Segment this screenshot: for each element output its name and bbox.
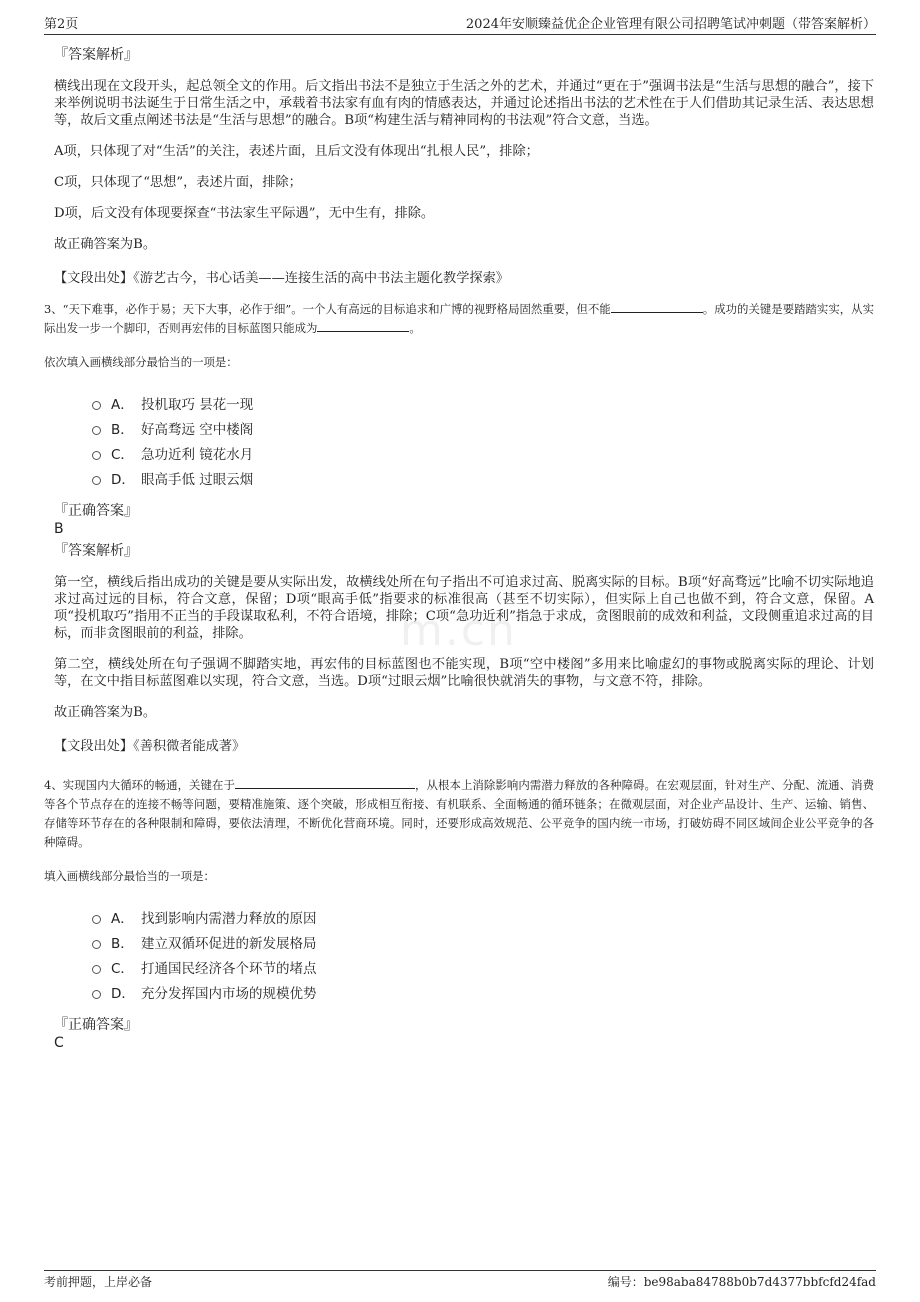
question-stem xyxy=(44,776,874,852)
analysis-paragraph: C项，只体现了“思想”，表述片面，排除； xyxy=(54,175,302,190)
page-number: 第2页 xyxy=(44,17,79,32)
option-letter: C． xyxy=(111,960,134,977)
correct-answer-tag: 『正确答案』 xyxy=(54,503,138,519)
option-a[interactable] xyxy=(92,390,874,415)
option-d[interactable] xyxy=(92,979,874,1004)
analysis-paragraph: 第一空，横线后指出成功的关键是要从实际出发，故横线处所在句子指出不可追求过高、脱离实际的目标。B项“好高骛远”比喻不切实际地追求过高过远的目标，符合文意，保留；D项“眼高手低”指要求的标准很高（甚至不切实际），但实际上自己也做不到，符合文意，保留。A项“投机取巧”指用不正当的手段谋取私利，不符合语境，排除；C项“急功近利”指急于求成，贪图眼前的成效和利益，文段侧重追求过高的目标，而非贪图眼前的利益，排除。 xyxy=(54,575,874,641)
option-a[interactable] xyxy=(92,904,874,929)
option-c[interactable] xyxy=(92,440,874,465)
question-instruction: 依次填入画横线部分最恰当的一项是： xyxy=(44,355,238,369)
analysis-tag: 『答案解析』 xyxy=(54,543,138,559)
option-c[interactable] xyxy=(92,954,874,979)
radio-icon[interactable] xyxy=(92,965,101,974)
option-text: 投机取巧 昙花一现 xyxy=(141,396,254,413)
fill-blank xyxy=(611,300,703,313)
option-letter: A． xyxy=(111,396,134,413)
analysis-paragraph: D项，后文没有体现要探查“书法家生平际遇”，无中生有，排除。 xyxy=(54,206,435,221)
option-b[interactable] xyxy=(92,929,874,954)
document-body xyxy=(44,44,874,1052)
option-text: 急功近利 镜花水月 xyxy=(141,446,254,463)
document-id: 编号：be98aba84788b0b7d4377bbfcfd24fad xyxy=(607,1275,876,1289)
option-list xyxy=(92,390,874,490)
stem-text: 4、实现国内大循环的畅通，关键在于 xyxy=(44,778,235,792)
answer-analysis-block xyxy=(54,44,874,286)
analysis-paragraph: 横线出现在文段开头，起总领全文的作用。后文指出书法不是独立于生活之外的艺术，并通过“更在于”强调书法是“生活与思想的融合”，接下来举例说明书法诞生于日常生活之中，承载着书法家有血有肉的情感表达，并通过论述指出书法的艺术性在于人们借助其记录生活、表达思想等，故后文重点阐述书法是“生活与思想”的融合。B项“构建生活与精神同构的书法观”符合文意，当选。 xyxy=(54,79,874,128)
analysis-conclusion: 故正确答案为B。 xyxy=(54,705,157,720)
stem-text: 3、“天下难事，必作于易；天下大事，必作于细”。一个人有高远的目标追求和广博的视野格局固然重要，但不能 xyxy=(44,302,611,316)
fill-blank xyxy=(317,319,409,332)
correct-answer: B xyxy=(54,521,64,537)
page-header xyxy=(44,10,876,35)
correct-answer: C xyxy=(54,1035,64,1051)
radio-icon[interactable] xyxy=(92,990,101,999)
question-instruction: 填入画横线部分最恰当的一项是： xyxy=(44,869,215,883)
question-stem xyxy=(44,300,874,338)
analysis-paragraph: A项，只体现了对“生活”的关注，表述片面，且后文没有体现出“扎根人民”，排除； xyxy=(54,144,539,159)
radio-icon[interactable] xyxy=(92,940,101,949)
radio-icon[interactable] xyxy=(92,401,101,410)
question-4 xyxy=(44,776,874,1052)
option-text: 充分发挥国内市场的规模优势 xyxy=(141,985,317,1002)
option-text: 好高骛远 空中楼阁 xyxy=(141,421,254,438)
fill-blank xyxy=(235,776,415,789)
option-text: 建立双循环促进的新发展格局 xyxy=(141,935,317,952)
radio-icon[interactable] xyxy=(92,426,101,435)
stem-text: 。成功的关键是要踏踏实实，从实际出发一步一个脚印，否则再宏伟的目标蓝图只能成为 xyxy=(44,302,874,335)
option-text: 找到影响内需潜力释放的原因 xyxy=(141,910,317,927)
stem-text: 。 xyxy=(409,321,421,335)
watermark: m.cn xyxy=(400,605,517,656)
option-letter: B． xyxy=(111,421,134,438)
analysis-paragraph: 第二空，横线处所在句子强调不脚踏实地，再宏伟的目标蓝图也不能实现，B项“空中楼阁”多用来比喻虚幻的事物或脱离实际的理论、计划等，在文中指目标蓝图难以实现，符合文意，当选。D项“过眼云烟”比喻很快就消失的事物，与文意不符，排除。 xyxy=(54,657,874,689)
option-letter: D． xyxy=(111,985,135,1002)
option-list xyxy=(92,904,874,1004)
source-citation: 【文段出处】《游艺古今，书心话美——连接生活的高中书法主题化教学探索》 xyxy=(54,271,509,286)
option-b[interactable] xyxy=(92,415,874,440)
radio-icon[interactable] xyxy=(92,476,101,485)
option-letter: B． xyxy=(111,935,134,952)
radio-icon[interactable] xyxy=(92,915,101,924)
analysis-conclusion: 故正确答案为B。 xyxy=(54,237,157,252)
question-3 xyxy=(44,300,874,754)
correct-answer-tag: 『正确答案』 xyxy=(54,1017,138,1033)
option-letter: A． xyxy=(111,910,134,927)
document-title: 2024年安顺臻益优企企业管理有限公司招聘笔试冲刺题（带答案解析） xyxy=(465,17,876,32)
option-text: 打通国民经济各个环节的堵点 xyxy=(141,960,317,977)
option-letter: C． xyxy=(111,446,134,463)
footer-slogan: 考前押题，上岸必备 xyxy=(44,1275,153,1289)
page-footer xyxy=(44,1270,876,1291)
option-letter: D． xyxy=(111,471,135,488)
analysis-tag: 『答案解析』 xyxy=(54,47,138,63)
source-citation: 【文段出处】《善积微者能成著》 xyxy=(54,739,246,754)
stem-text: ，从根本上消除影响内需潜力释放的各种障碍。在宏观层面，针对生产、分配、流通、消费等各个节点存在的连接不畅等问题，要精准施策、逐个突破，形成相互衔接、有机联系、全面畅通的循环链条；在微观层面，对企业产品设计、生产、运输、销售、存储等环节存在的各种限制和障碍，要依法清理，不断优化营商环境。同时，还要形成高效规范、公平竞争的国内统一市场，打破妨碍不同区域间企业公平竞争的各种障碍。 xyxy=(44,778,874,849)
option-d[interactable] xyxy=(92,465,874,490)
radio-icon[interactable] xyxy=(92,451,101,460)
option-text: 眼高手低 过眼云烟 xyxy=(141,471,254,488)
